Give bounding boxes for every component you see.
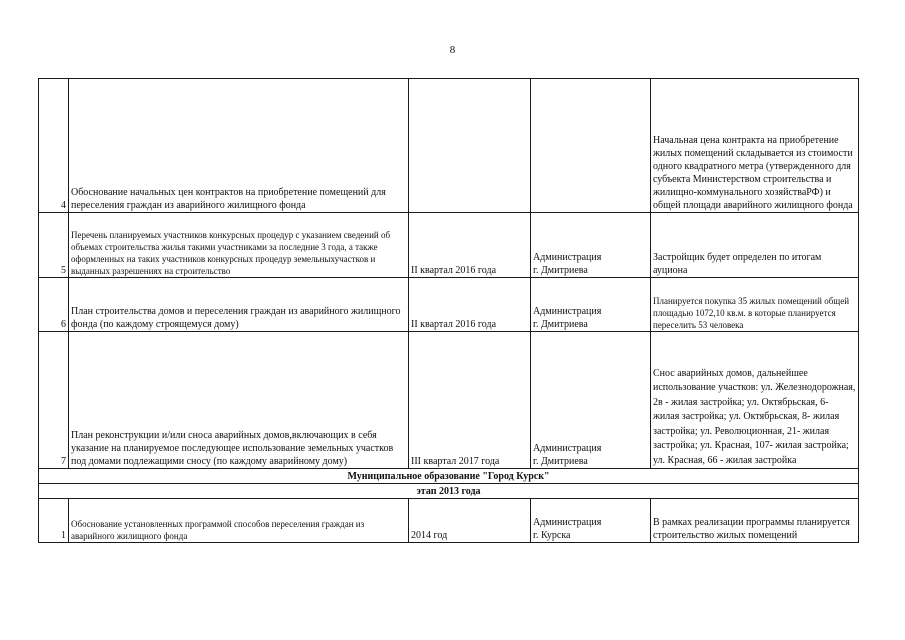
row-period <box>409 79 531 213</box>
executor-line-1: Администрация <box>533 306 602 317</box>
executor-line-1: Администрация <box>533 443 602 454</box>
row-number: 1 <box>39 499 69 543</box>
row-period: II квартал 2016 года <box>409 213 531 278</box>
row-description: Обоснование установленных программой способов переселения граждан из аварийного жилищного фонда <box>69 499 409 543</box>
row-executor <box>531 278 651 332</box>
row-description: План реконструкции и/или сноса аварийных домов,включающих в себя указание на планируемое последующее использование земельных участков под домами подлежащими сносу (по каждому аварийному дому) <box>69 332 409 469</box>
row-notes: Планируется покупка 35 жилых помещений общей площадью 1072,10 кв.м. в которые планируется переселить 53 человека <box>651 278 859 332</box>
events-table <box>38 78 859 543</box>
page-number: 8 <box>449 44 456 56</box>
row-period: III квартал 2017 года <box>409 332 531 469</box>
row-notes: Застройщик будет определен по итогам ауциона <box>651 213 859 278</box>
row-notes: В рамках реализации программы планируется строительство жилых помещений <box>651 499 859 543</box>
row-number: 5 <box>39 213 69 278</box>
executor-line-1: Администрация <box>533 252 602 263</box>
row-notes: Снос аварийных домов, дальнейшее использование участков: ул. Железнодорожная, 2в - жилая застройка; ул. Октябрьская, 6- жилая застройка; ул. Октябрьская, 8- жилая застройка; ул. Революционная, 21- жилая застройка; ул. Красная, 107- жилая застройка; ул. Красная, 66 - жилая застройка <box>651 332 859 469</box>
executor-line-2: г. Дмитриева <box>533 456 588 467</box>
row-number: 7 <box>39 332 69 469</box>
table-row <box>39 499 859 543</box>
row-description: Перечень планируемых участников конкурсных процедур с указанием сведений об объемах строительства жилья такими участниками за последние 3 года, а также оформленных на таких участников конкурсных процедур земельныхучастков и выданных разрешениях на строительство <box>69 213 409 278</box>
row-notes: Начальная цена контракта на приобретение жилых помещений складывается из стоимости одного квадратного метра (утвержденного для субъекта Министерством строительства и жилищно-коммунального хозяйстваРФ) и общей площади аварийного жилищного фонда <box>651 79 859 213</box>
section-row <box>39 469 859 484</box>
row-number: 4 <box>39 79 69 213</box>
row-description: План строительства домов и переселения граждан из аварийного жилищного фонда (по каждому строящемуся дому) <box>69 278 409 332</box>
executor-line-2: г. Дмитриева <box>533 265 588 276</box>
executor-line-1: Администрация <box>533 517 602 528</box>
table-row <box>39 332 859 469</box>
table-row <box>39 278 859 332</box>
row-period: II квартал 2016 года <box>409 278 531 332</box>
table-row <box>39 79 859 213</box>
section-row <box>39 484 859 499</box>
row-executor <box>531 79 651 213</box>
executor-line-2: г. Курска <box>533 530 571 541</box>
section-stage: этап 2013 года <box>39 484 859 499</box>
table-row <box>39 213 859 278</box>
executor-line-2: г. Дмитриева <box>533 319 588 330</box>
row-executor <box>531 332 651 469</box>
row-executor <box>531 213 651 278</box>
row-description: Обоснование начальных цен контрактов на приобретение помещений для переселения граждан из аварийного жилищного фонда <box>69 79 409 213</box>
row-executor <box>531 499 651 543</box>
row-period: 2014 год <box>409 499 531 543</box>
row-number: 6 <box>39 278 69 332</box>
section-municipality: Муниципальное образование "Город Курск" <box>39 469 859 484</box>
